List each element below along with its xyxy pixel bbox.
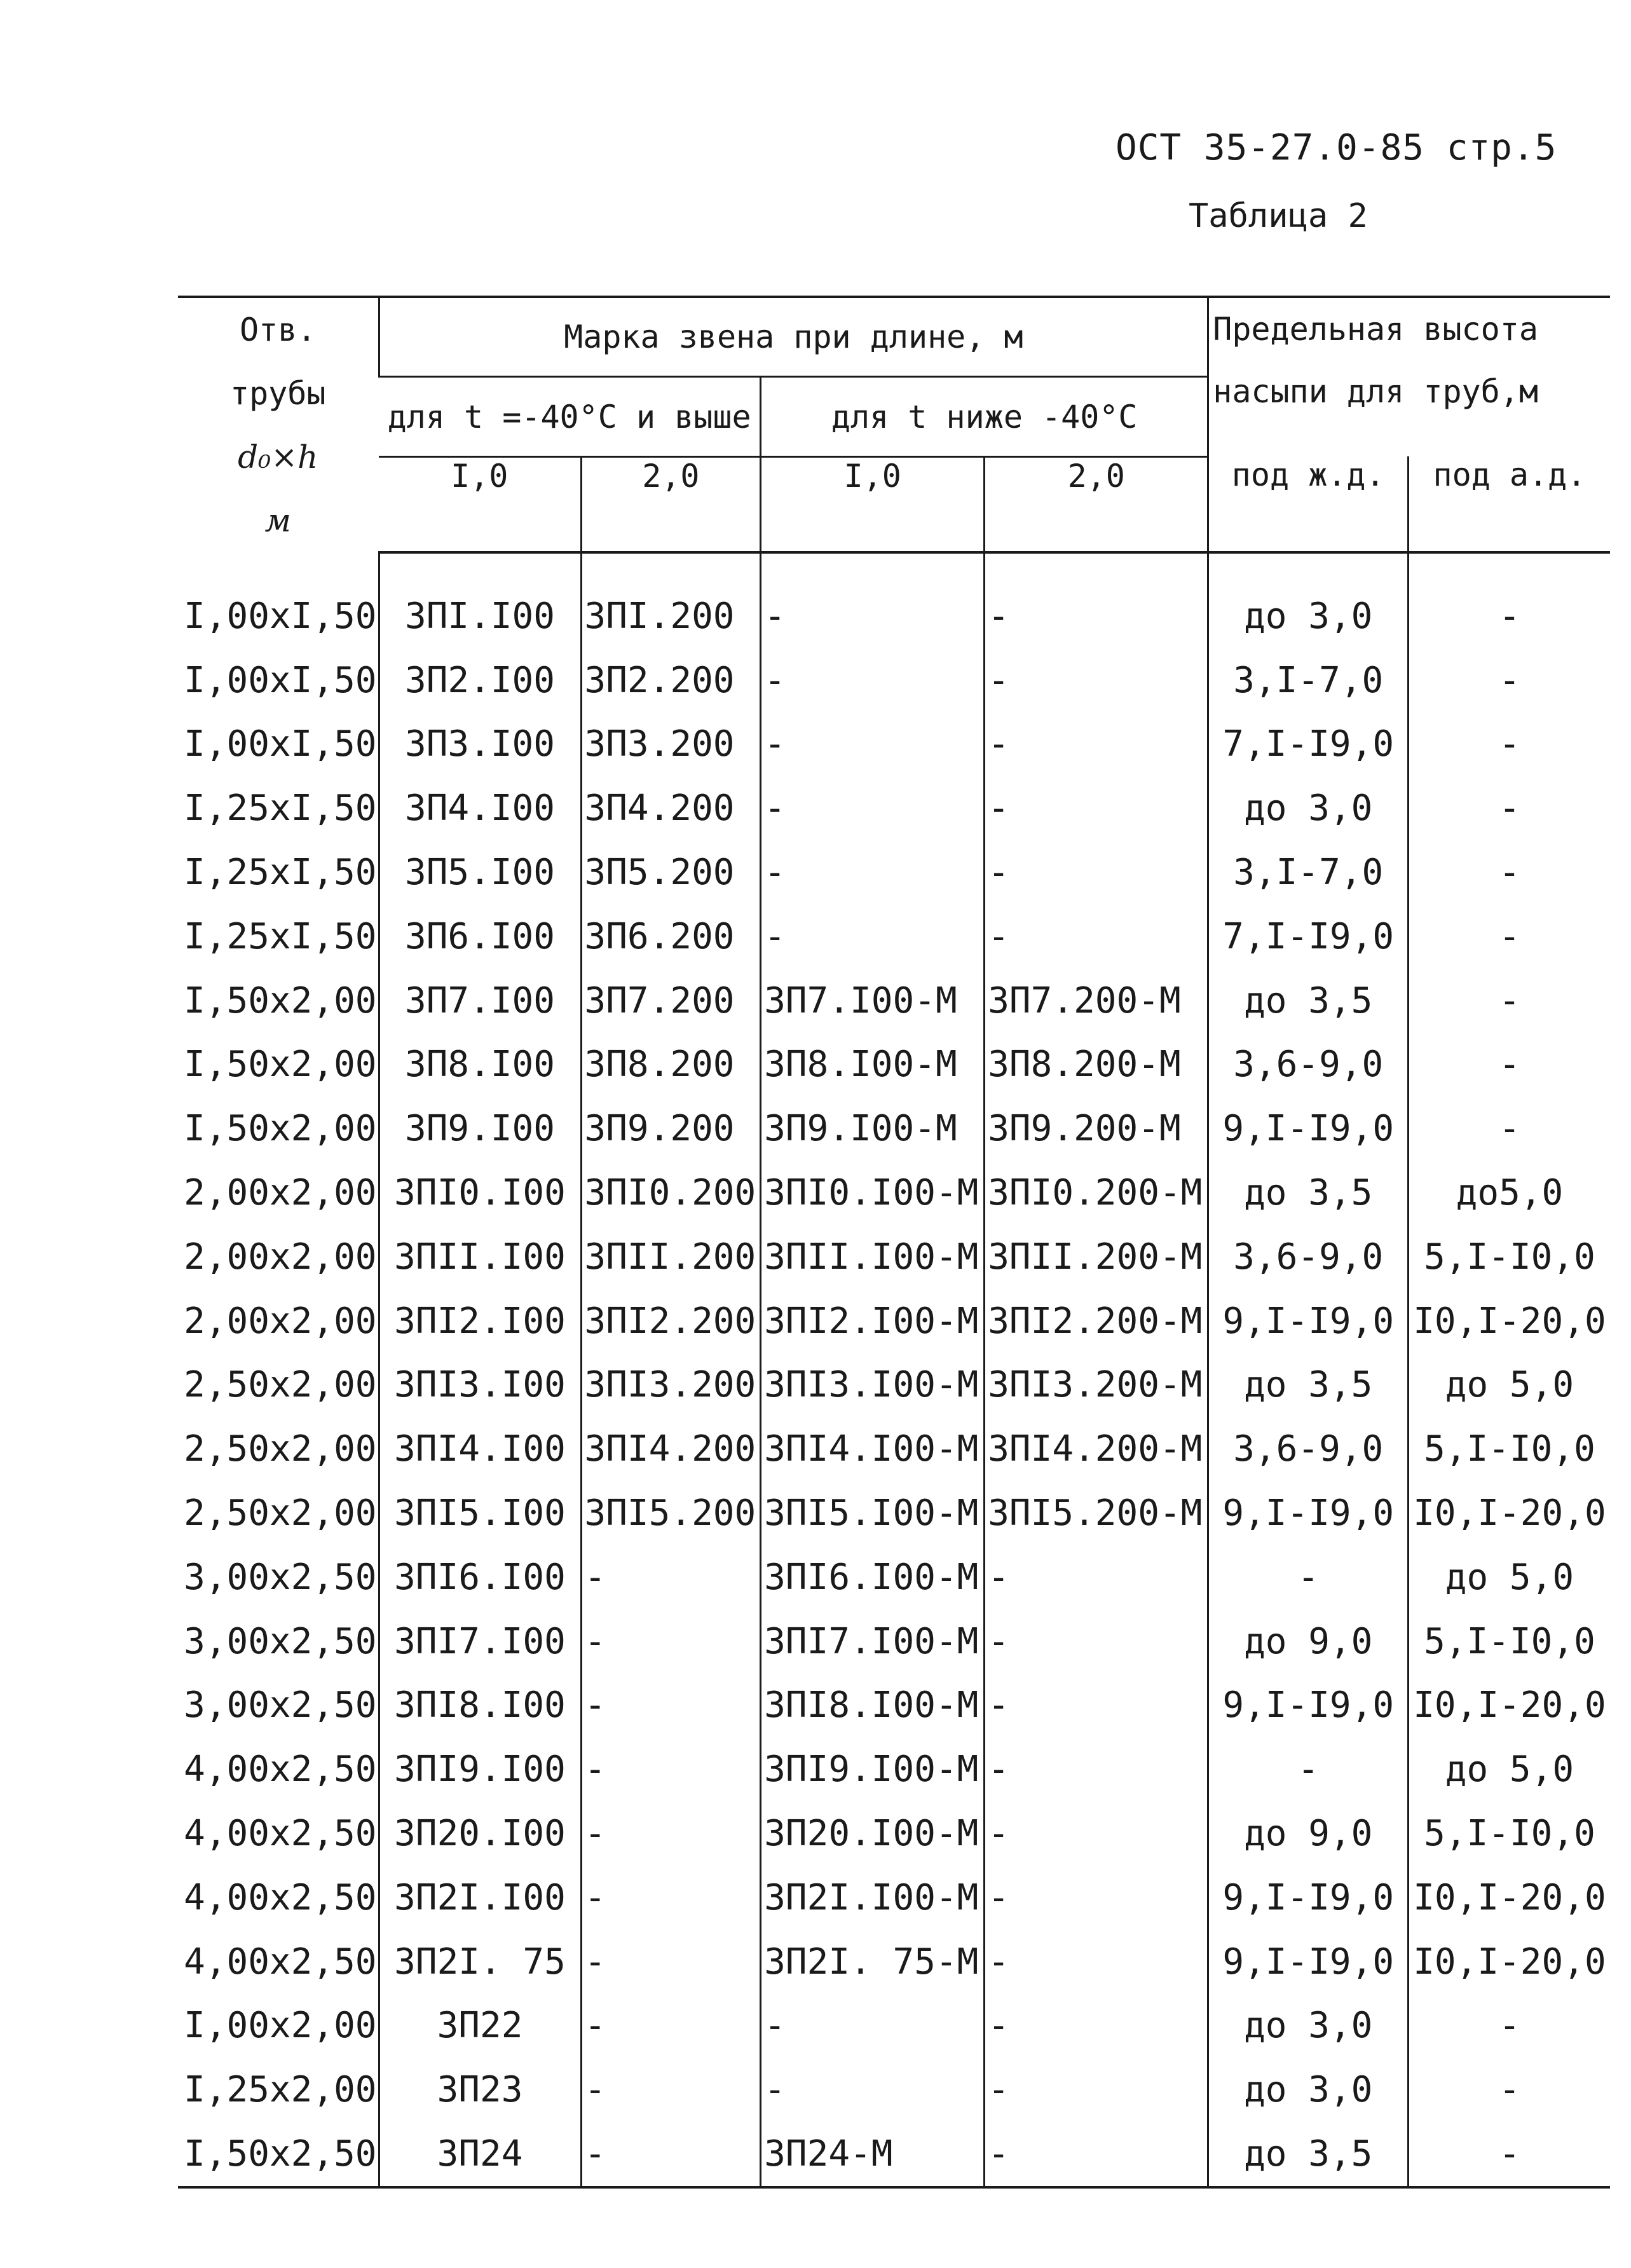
cell-pipe-size: 2,50x2,00 — [184, 1428, 377, 1470]
cell-mark-2m: ЗПI3.200 — [581, 1353, 761, 1418]
table-row — [178, 1481, 1610, 1545]
cell-mark-1m-low: - — [761, 776, 985, 840]
cell-mark-2m: - — [581, 1930, 761, 1994]
cond-low-header: для t ниже -40°C — [761, 377, 1208, 456]
cell-pipe-size: 2,00x2,00 — [184, 1236, 377, 1278]
len-2-header: 2,0 — [581, 456, 761, 552]
pipe-header-line-3: d₀×h — [238, 439, 318, 475]
cell-mark-2m-low: ЗП8.200-М — [985, 1033, 1208, 1097]
cell-rail-limit: до 9,0 — [1208, 1609, 1409, 1674]
pipe-links-table — [178, 296, 1610, 2189]
cell-road-limit: до 5,0 — [1409, 1737, 1610, 1801]
rail-header: под ж.д. — [1208, 456, 1409, 552]
cell-mark-2m-low: - — [985, 1674, 1208, 1738]
cell-mark-1m-low: ЗПI3.I00-М — [761, 1353, 985, 1418]
cell-road-limit: I0,I-20,0 — [1409, 1866, 1610, 1930]
cell-road-limit: 5,I-I0,0 — [1409, 1609, 1610, 1674]
cell-mark-2m-low: - — [985, 905, 1208, 969]
table-row — [178, 1994, 1610, 2058]
cell-mark-1m-low: - — [761, 584, 985, 648]
table-row — [178, 1161, 1610, 1225]
cell-road-limit: - — [1409, 2058, 1610, 2122]
cell-mark-2m-low: ЗПI3.200-М — [985, 1353, 1208, 1418]
cell-mark-2m-low: - — [985, 2058, 1208, 2122]
cell-rail-limit: до 9,0 — [1208, 1801, 1409, 1866]
cell-rail-limit: 3,I-7,0 — [1208, 840, 1409, 905]
cell-rail-limit: до 3,5 — [1208, 969, 1409, 1033]
table-row — [178, 1353, 1610, 1418]
cell-mark-2m-low: - — [985, 776, 1208, 840]
cell-pipe-size: I,50x2,00 — [184, 1044, 377, 1086]
cell-mark-2m: - — [581, 1737, 761, 1801]
cell-mark-1m: ЗПI0.I00 — [379, 1161, 581, 1225]
cell-mark-2m: ЗП4.200 — [581, 776, 761, 840]
cell-mark-1m-low: ЗП24-М — [761, 2122, 985, 2187]
cell-pipe-size: 3,00x2,50 — [184, 1684, 377, 1726]
table-row — [178, 1289, 1610, 1353]
cell-road-limit: до5,0 — [1409, 1161, 1610, 1225]
cell-road-limit: - — [1409, 648, 1610, 713]
cell-rail-limit: до 3,5 — [1208, 1161, 1409, 1225]
cell-road-limit: до 5,0 — [1409, 1353, 1610, 1418]
cell-mark-1m: ЗПI6.I00 — [379, 1545, 581, 1609]
cell-mark-2m-low: - — [985, 1737, 1208, 1801]
cell-mark-1m: ЗП2.I00 — [379, 648, 581, 713]
cell-mark-1m: ЗП2I.I00 — [379, 1866, 581, 1930]
header-row-1 — [178, 297, 1610, 377]
cell-road-limit: I0,I-20,0 — [1409, 1481, 1610, 1545]
cell-mark-1m: ЗПI5.I00 — [379, 1481, 581, 1545]
table-row — [178, 1674, 1610, 1738]
cell-mark-2m-low: - — [985, 2122, 1208, 2187]
cell-mark-1m: ЗПI3.I00 — [379, 1353, 581, 1418]
cell-mark-2m-low: - — [985, 1609, 1208, 1674]
cell-rail-limit: 3,6-9,0 — [1208, 1033, 1409, 1097]
cell-mark-1m-low: ЗП2I.I00-М — [761, 1866, 985, 1930]
cell-pipe-size: I,25x2,00 — [184, 2069, 377, 2111]
len-3-header: I,0 — [761, 456, 985, 552]
cell-mark-2m: - — [581, 1801, 761, 1866]
table-row — [178, 1801, 1610, 1866]
cell-road-limit: I0,I-20,0 — [1409, 1930, 1610, 1994]
cell-mark-1m: ЗП6.I00 — [379, 905, 581, 969]
cell-mark-1m-low: - — [761, 713, 985, 777]
cell-rail-limit: 9,I-I9,0 — [1208, 1481, 1409, 1545]
cell-mark-2m: ЗП8.200 — [581, 1033, 761, 1097]
cell-mark-1m: ЗП8.I00 — [379, 1033, 581, 1097]
cell-road-limit: до 5,0 — [1409, 1545, 1610, 1609]
cell-mark-1m-low: ЗП20.I00-М — [761, 1801, 985, 1866]
cell-mark-2m-low: ЗПII.200-М — [985, 1225, 1208, 1289]
cell-road-limit: - — [1409, 776, 1610, 840]
cell-mark-1m-low: ЗПI9.I00-М — [761, 1737, 985, 1801]
cell-mark-2m-low: ЗПI5.200-М — [985, 1481, 1208, 1545]
cell-mark-1m-low: ЗПI4.I00-М — [761, 1417, 985, 1481]
len-1-header: I,0 — [379, 456, 581, 552]
cell-rail-limit: - — [1208, 1737, 1409, 1801]
pipe-header-line-4: м — [264, 502, 291, 539]
cell-mark-1m-low: - — [761, 648, 985, 713]
pipe-header-line-1: Отв. — [240, 311, 317, 348]
cell-mark-2m-low: ЗП9.200-М — [985, 1096, 1208, 1161]
cell-mark-1m: ЗП24 — [379, 2122, 581, 2187]
cell-rail-limit: 9,I-I9,0 — [1208, 1674, 1409, 1738]
cell-mark-1m: ЗПI9.I00 — [379, 1737, 581, 1801]
cell-mark-2m: ЗПI.200 — [581, 584, 761, 648]
cell-mark-2m: - — [581, 1674, 761, 1738]
cell-pipe-size: 4,00x2,50 — [184, 1749, 377, 1791]
cell-pipe-size: 2,00x2,00 — [184, 1172, 377, 1214]
cell-pipe-size: I,25xI,50 — [184, 915, 377, 957]
len-4-header: 2,0 — [985, 456, 1208, 552]
cell-road-limit: 5,I-I0,0 — [1409, 1801, 1610, 1866]
cell-mark-1m: ЗПI7.I00 — [379, 1609, 581, 1674]
cond-high-header: для t =-40°C и выше — [379, 377, 761, 456]
cell-rail-limit: 7,I-I9,0 — [1208, 905, 1409, 969]
cell-mark-2m-low: - — [985, 584, 1208, 648]
cell-mark-1m-low: - — [761, 1994, 985, 2058]
table-row — [178, 1737, 1610, 1801]
cell-mark-2m: ЗПI4.200 — [581, 1417, 761, 1481]
cell-rail-limit: до 3,0 — [1208, 584, 1409, 648]
cell-mark-1m: ЗПI2.I00 — [379, 1289, 581, 1353]
cell-pipe-size: 4,00x2,50 — [184, 1876, 377, 1918]
cell-road-limit: I0,I-20,0 — [1409, 1289, 1610, 1353]
cell-rail-limit: до 3,5 — [1208, 2122, 1409, 2187]
table-row — [178, 1545, 1610, 1609]
table-body — [178, 552, 1610, 2187]
cell-mark-1m: ЗП2I. 75 — [379, 1930, 581, 1994]
table-row — [178, 776, 1610, 840]
cell-mark-1m-low: ЗПI2.I00-М — [761, 1289, 985, 1353]
cell-rail-limit: - — [1208, 1545, 1409, 1609]
cell-rail-limit: 9,I-I9,0 — [1208, 1930, 1409, 1994]
cell-mark-1m-low: ЗПI7.I00-М — [761, 1609, 985, 1674]
marka-header: Марка звена при длине, м — [379, 297, 1208, 377]
cell-mark-2m: ЗПI2.200 — [581, 1289, 761, 1353]
cell-mark-2m-low: - — [985, 713, 1208, 777]
cell-mark-1m-low: - — [761, 905, 985, 969]
cell-mark-2m: ЗПI5.200 — [581, 1481, 761, 1545]
cell-mark-2m: - — [581, 1994, 761, 2058]
document-id: ОСТ 35-27.0-85 стр.5 — [1116, 127, 1557, 168]
cell-mark-1m-low: ЗПI8.I00-М — [761, 1674, 985, 1738]
cell-pipe-size: 2,50x2,00 — [184, 1364, 377, 1406]
cell-mark-2m-low: - — [985, 1801, 1208, 1866]
cell-mark-2m-low: ЗПI4.200-М — [985, 1417, 1208, 1481]
table-row — [178, 969, 1610, 1033]
table-row — [178, 840, 1610, 905]
cell-pipe-size: 3,00x2,50 — [184, 1620, 377, 1662]
cell-mark-2m: ЗП5.200 — [581, 840, 761, 905]
cell-road-limit: - — [1409, 969, 1610, 1033]
cell-mark-1m: ЗП22 — [379, 1994, 581, 2058]
cell-mark-2m: - — [581, 1609, 761, 1674]
cell-mark-1m: ЗП7.I00 — [379, 969, 581, 1033]
cell-mark-2m: - — [581, 2122, 761, 2187]
table-row — [178, 1225, 1610, 1289]
table-row — [178, 1417, 1610, 1481]
cell-mark-1m-low: ЗПI0.I00-М — [761, 1161, 985, 1225]
cell-mark-1m-low: ЗП9.I00-М — [761, 1096, 985, 1161]
cell-mark-2m-low: - — [985, 1994, 1208, 2058]
cell-mark-1m-low: ЗПI5.I00-М — [761, 1481, 985, 1545]
cell-mark-2m: - — [581, 2058, 761, 2122]
cell-mark-1m: ЗПI.I00 — [379, 584, 581, 648]
cell-rail-limit: до 3,0 — [1208, 2058, 1409, 2122]
cell-rail-limit: 3,6-9,0 — [1208, 1225, 1409, 1289]
cell-rail-limit: 7,I-I9,0 — [1208, 713, 1409, 777]
table-row — [178, 2122, 1610, 2187]
cell-mark-1m-low: ЗП7.I00-М — [761, 969, 985, 1033]
table-row — [178, 1096, 1610, 1161]
cell-rail-limit: 9,I-I9,0 — [1208, 1289, 1409, 1353]
cell-mark-1m: ЗП20.I00 — [379, 1801, 581, 1866]
table-row — [178, 1930, 1610, 1994]
cell-mark-1m-low: ЗП8.I00-М — [761, 1033, 985, 1097]
cell-road-limit: I0,I-20,0 — [1409, 1674, 1610, 1738]
cell-mark-2m-low: ЗПI0.200-М — [985, 1161, 1208, 1225]
cell-road-limit: - — [1409, 905, 1610, 969]
cell-rail-limit: 3,6-9,0 — [1208, 1417, 1409, 1481]
table-row — [178, 584, 1610, 648]
table-row — [178, 1033, 1610, 1097]
cell-rail-limit: до 3,0 — [1208, 776, 1409, 840]
table-row — [178, 648, 1610, 713]
cell-pipe-size: I,00xI,50 — [184, 723, 377, 765]
cell-mark-2m: ЗП6.200 — [581, 905, 761, 969]
table-row — [178, 713, 1610, 777]
cell-pipe-size: 4,00x2,50 — [184, 1813, 377, 1855]
cell-road-limit: 5,I-I0,0 — [1409, 1417, 1610, 1481]
cell-mark-2m-low: - — [985, 1930, 1208, 1994]
cell-pipe-size: I,00xI,50 — [184, 595, 377, 637]
road-header: под а.д. — [1409, 456, 1610, 552]
cell-mark-1m: ЗП4.I00 — [379, 776, 581, 840]
cell-rail-limit: 9,I-I9,0 — [1208, 1096, 1409, 1161]
cell-pipe-size: I,25xI,50 — [184, 852, 377, 894]
table-row — [178, 905, 1610, 969]
cell-pipe-size: I,50x2,00 — [184, 1108, 377, 1150]
cell-mark-2m-low: - — [985, 1866, 1208, 1930]
cell-mark-1m-low: ЗПII.I00-М — [761, 1225, 985, 1289]
cell-mark-1m: ЗПI8.I00 — [379, 1674, 581, 1738]
cell-pipe-size: 3,00x2,50 — [184, 1556, 377, 1598]
cell-mark-1m: ЗП3.I00 — [379, 713, 581, 777]
cell-pipe-size: 4,00x2,50 — [184, 1941, 377, 1983]
table-row — [178, 1609, 1610, 1674]
pipe-header-line-2: трубы — [229, 375, 326, 412]
cell-mark-1m-low: - — [761, 840, 985, 905]
cell-rail-limit: 9,I-I9,0 — [1208, 1866, 1409, 1930]
cell-mark-1m: ЗПI4.I00 — [379, 1417, 581, 1481]
cell-mark-2m: - — [581, 1545, 761, 1609]
table-row — [178, 1866, 1610, 1930]
cell-mark-2m: ЗП3.200 — [581, 713, 761, 777]
cell-mark-2m-low: - — [985, 1545, 1208, 1609]
cell-road-limit: - — [1409, 584, 1610, 648]
cell-mark-2m: ЗП9.200 — [581, 1096, 761, 1161]
cell-mark-2m-low: - — [985, 648, 1208, 713]
cell-road-limit: - — [1409, 713, 1610, 777]
cell-mark-1m-low: - — [761, 2058, 985, 2122]
table-caption: Таблица 2 — [1189, 197, 1368, 235]
cell-mark-2m: ЗПI0.200 — [581, 1161, 761, 1225]
cell-rail-limit: до 3,0 — [1208, 1994, 1409, 2058]
cell-road-limit: 5,I-I0,0 — [1409, 1225, 1610, 1289]
cell-pipe-size: I,00x2,00 — [184, 2005, 377, 2047]
cell-road-limit: - — [1409, 1994, 1610, 2058]
cell-mark-1m: ЗПII.I00 — [379, 1225, 581, 1289]
cell-mark-2m: ЗП7.200 — [581, 969, 761, 1033]
header-row-3 — [178, 456, 1610, 552]
cell-pipe-size: I,00xI,50 — [184, 659, 377, 701]
cell-pipe-size: I,25xI,50 — [184, 788, 377, 830]
spacer-row — [178, 552, 1610, 584]
cell-mark-2m-low: ЗП7.200-М — [985, 969, 1208, 1033]
cell-mark-1m-low: ЗПI6.I00-М — [761, 1545, 985, 1609]
cell-rail-limit: 3,I-7,0 — [1208, 648, 1409, 713]
cell-road-limit: - — [1409, 840, 1610, 905]
pipe-size-header — [178, 297, 379, 552]
cell-pipe-size: I,50x2,00 — [184, 980, 377, 1021]
cell-road-limit: - — [1409, 1033, 1610, 1097]
cell-rail-limit: до 3,5 — [1208, 1353, 1409, 1418]
cell-mark-1m: ЗП5.I00 — [379, 840, 581, 905]
cell-mark-1m-low: ЗП2I. 75-М — [761, 1930, 985, 1994]
cell-mark-2m-low: ЗПI2.200-М — [985, 1289, 1208, 1353]
table-row — [178, 2058, 1610, 2122]
cell-mark-2m-low: - — [985, 840, 1208, 905]
cell-mark-2m: ЗП2.200 — [581, 648, 761, 713]
cell-pipe-size: 2,50x2,00 — [184, 1493, 377, 1534]
cell-mark-1m: ЗП23 — [379, 2058, 581, 2122]
cell-mark-1m: ЗП9.I00 — [379, 1096, 581, 1161]
cell-road-limit: - — [1409, 2122, 1610, 2187]
cell-mark-2m: ЗПII.200 — [581, 1225, 761, 1289]
limit-height-header: Предельная высота насыпи для труб,м — [1208, 297, 1610, 456]
cell-pipe-size: I,50x2,50 — [178, 2122, 379, 2187]
cell-mark-2m: - — [581, 1866, 761, 1930]
cell-pipe-size: 2,00x2,00 — [184, 1300, 377, 1342]
cell-road-limit: - — [1409, 1096, 1610, 1161]
